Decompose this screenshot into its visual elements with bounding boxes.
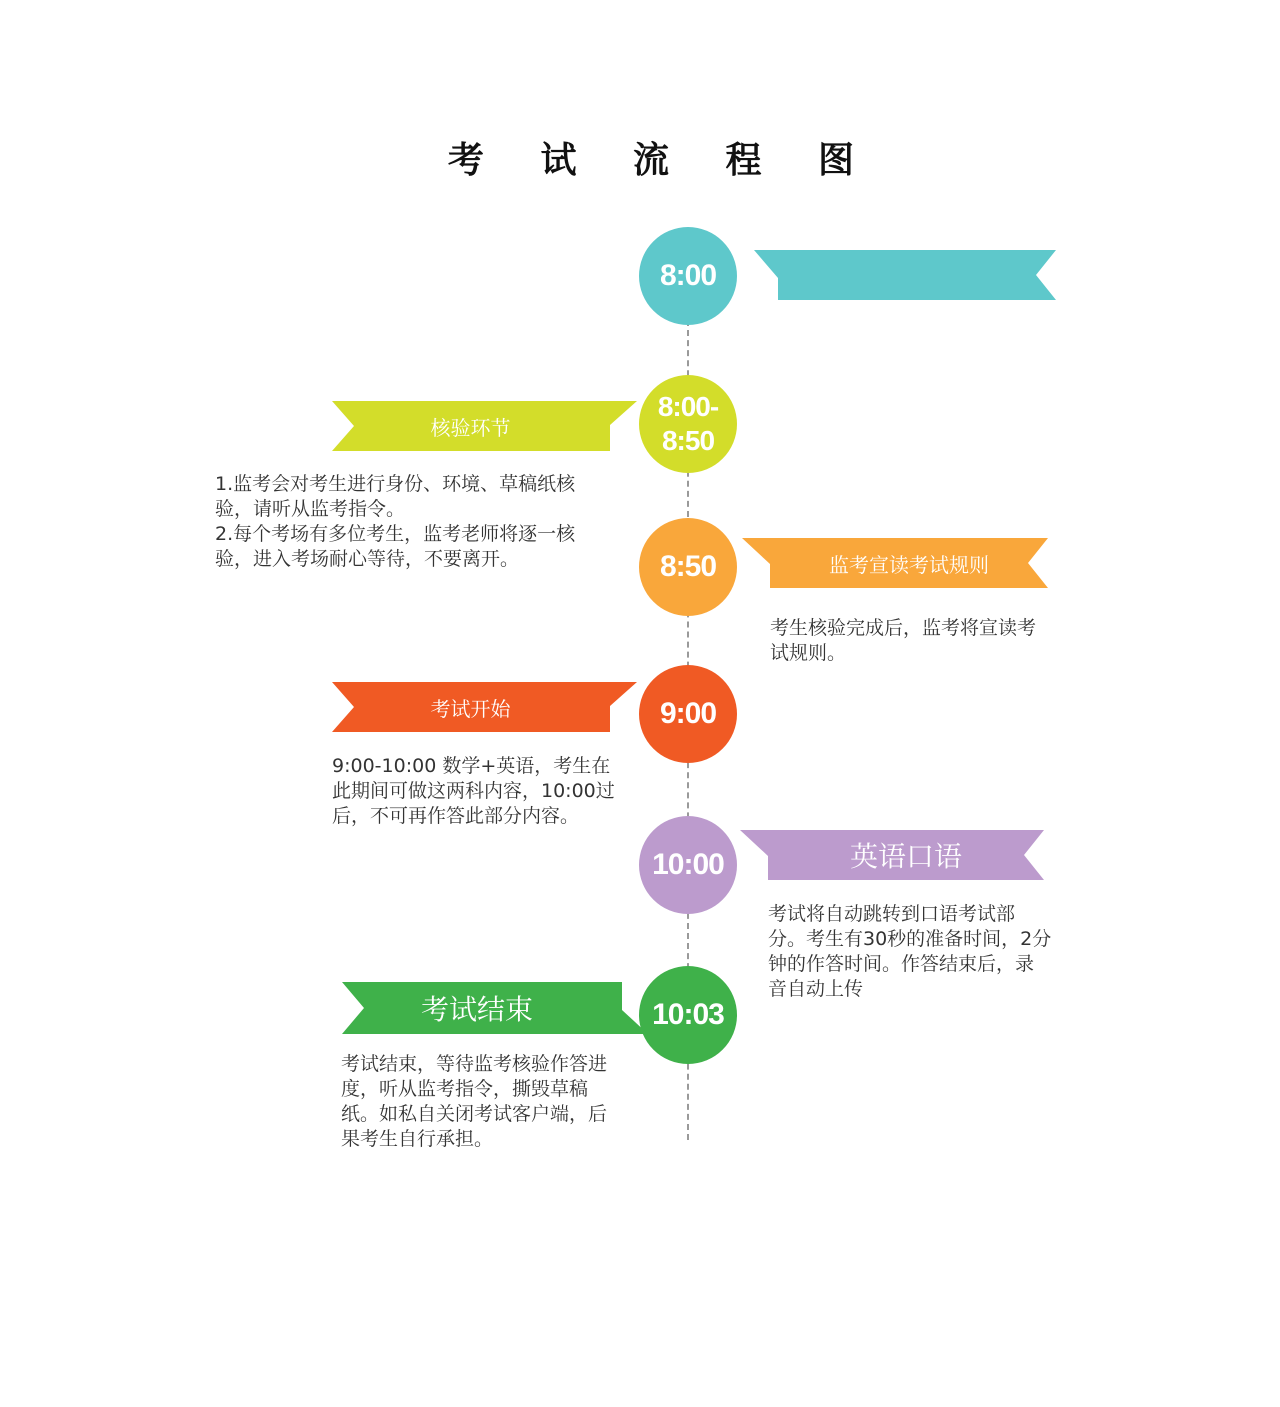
- step-5-description: [768, 902, 1068, 1002]
- ribbon-6: [342, 982, 648, 1034]
- step-6-desc-line: 度，听从监考指令，撕毁草稿: [341, 1078, 589, 1100]
- time-label-3: 8:50: [659, 550, 717, 583]
- time-node-3: [639, 518, 737, 616]
- ribbon-6-label: 考试结束: [420, 993, 533, 1026]
- ribbon-1: [754, 250, 1056, 300]
- step-6-desc-line: 考试结束，等待监考核验作答进: [341, 1053, 608, 1075]
- time-label-4: 9:00: [659, 697, 717, 730]
- step-4-description: [332, 754, 632, 829]
- time-label-6: 10:03: [652, 998, 724, 1031]
- ribbon-4-label: 考试开始: [430, 696, 511, 721]
- step-5-desc-line: 分。考生有30秒的准备时间，2分: [768, 928, 1052, 950]
- step-4-desc-line: 此期间可做这两科内容，10:00过: [332, 780, 615, 802]
- time-label-2: 8:00- 8:50: [657, 391, 719, 456]
- step-6-desc-line: 纸。如私自关闭考试客户端，后: [341, 1103, 608, 1125]
- time-label-5: 10:00: [652, 848, 724, 881]
- step-3-desc-line: 试规则。: [770, 642, 847, 664]
- ribbon-5: [740, 830, 1044, 880]
- step-5-desc-line: 音自动上传: [768, 978, 864, 1000]
- ribbon-2-label: 核验环节: [430, 415, 511, 440]
- time-node-1: [639, 227, 737, 325]
- time-node-6: [639, 966, 737, 1064]
- time-node-5: [639, 816, 737, 914]
- step-6-desc-line: 果考生自行承担。: [341, 1128, 494, 1150]
- step-6-description: [341, 1052, 641, 1152]
- ribbon-3-label: 监考宣读考试规则: [829, 552, 989, 577]
- ribbon-3: [742, 538, 1048, 588]
- page-title: 考 试 流 程 图: [447, 139, 877, 181]
- ribbon-4: [332, 682, 637, 732]
- time-node-2: [639, 375, 737, 473]
- step-2-desc-line: 验，请听从监考指令。: [215, 498, 406, 520]
- step-5-desc-line: 考试将自动跳转到口语考试部: [768, 903, 1016, 925]
- ribbon-2: [332, 401, 637, 451]
- time-label-1: 8:00: [659, 259, 717, 292]
- step-2-desc-line: 2.每个考场有多位考生，监考老师将逐一核: [215, 523, 576, 545]
- step-3-desc-line: 考生核验完成后，监考将宣读考: [770, 617, 1037, 639]
- step-2-description: [215, 472, 595, 572]
- ribbon-1-label: [754, 250, 1056, 300]
- step-5-desc-line: 钟的作答时间。作答结束后，录: [768, 953, 1035, 975]
- step-2-desc-line: 1.监考会对考生进行身份、环境、草稿纸核: [215, 473, 576, 495]
- step-4-desc-line: 9:00-10:00 数学+英语，考生在: [332, 755, 611, 777]
- ribbon-5-label: 英语口语: [849, 840, 962, 873]
- step-3-description: [770, 616, 1060, 666]
- time-node-4: [639, 665, 737, 763]
- step-4-desc-line: 后，不可再作答此部分内容。: [332, 805, 580, 827]
- step-2-desc-line: 验，进入考场耐心等待，不要离开。: [215, 548, 520, 570]
